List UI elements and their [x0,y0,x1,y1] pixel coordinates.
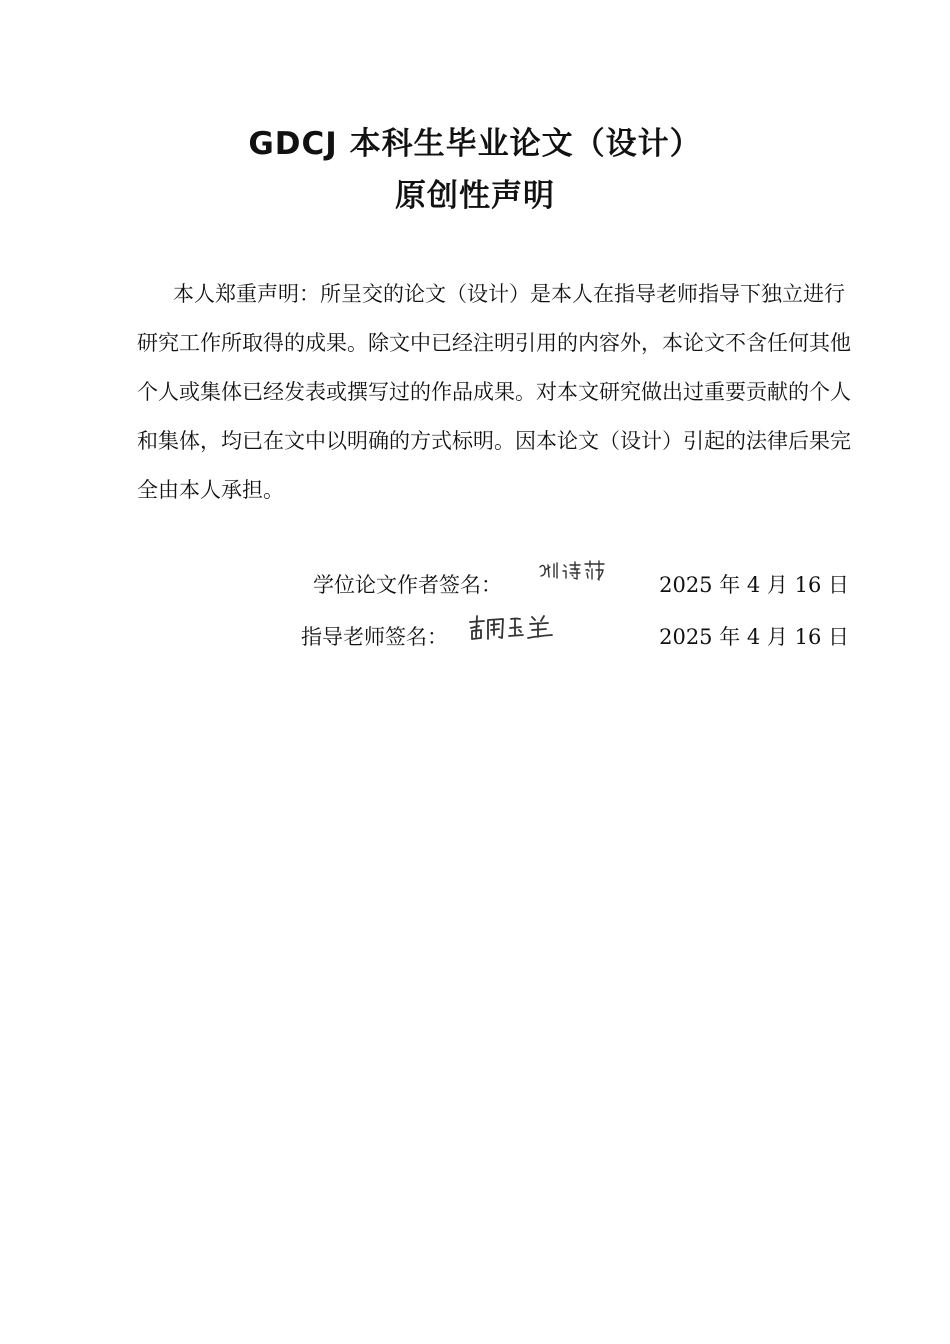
advisor-signature-label: 指导老师签名： [301,625,448,649]
document-title [0,118,950,222]
title-line-1: GDCJ 本科生毕业论文（设计） [248,126,702,162]
author-signature-icon [536,557,608,587]
author-signature-row [0,565,950,605]
title-line-2: 原创性声明 [395,178,555,214]
author-signature-date: 2025 年 4 月 16 日 [659,573,849,597]
declaration-text: 本人郑重声明：所呈交的论文（设计）是本人在指导老师指导下独立进行研究工作所取得的成果。除文中已经注明引用的内容外，本论文不含任何其他个人或集体已经发表或撰写过的作品成果。对本文研究做出过重要贡献的个人和集体，均已在文中以明确的方式标明。因本论文（设计）引起的法律后果完全由本人承担。 [137,282,851,502]
advisor-signature-icon [466,611,562,645]
advisor-handwritten-signature [466,611,562,645]
advisor-signature-date: 2025 年 4 月 16 日 [659,625,849,649]
advisor-signature-row [0,617,950,657]
author-handwritten-signature [536,557,608,587]
author-signature-label: 学位论文作者签名： [313,573,502,597]
